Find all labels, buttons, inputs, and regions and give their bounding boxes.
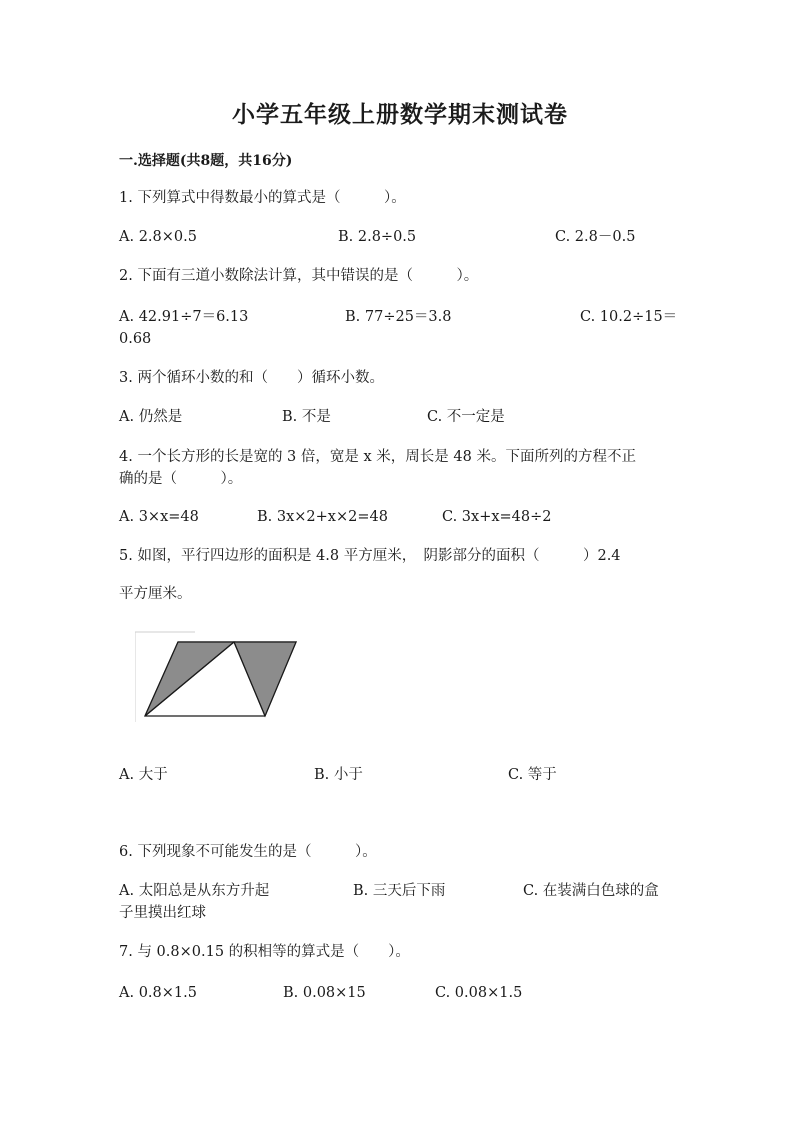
question-6-option-a[interactable]: A. 太阳总是从东方升起 bbox=[119, 883, 270, 899]
question-2-option-c-continued: 0.68 bbox=[119, 331, 152, 347]
parallelogram-figure bbox=[135, 630, 310, 725]
question-5-option-c[interactable]: C. 等于 bbox=[508, 767, 557, 783]
question-1-stem: 1. 下列算式中得数最小的算式是（ ）。 bbox=[119, 190, 406, 206]
question-5-option-b[interactable]: B. 小于 bbox=[314, 767, 363, 783]
question-2-option-c[interactable]: C. 10.2÷15＝ bbox=[580, 309, 678, 325]
question-4-stem-line1: 4. 一个长方形的长是宽的 3 倍，宽是 x 米，周长是 48 米。下面所列的方程不正 bbox=[119, 449, 636, 465]
question-6-option-c-continued: 子里摸出红球 bbox=[119, 905, 206, 921]
question-7-option-c[interactable]: C. 0.08×1.5 bbox=[435, 985, 523, 1001]
question-1-option-c[interactable]: C. 2.8－0.5 bbox=[555, 229, 636, 245]
question-5-stem-line2: 平方厘米。 bbox=[119, 586, 192, 602]
question-4-stem-line2: 确的是（ ）。 bbox=[119, 471, 243, 487]
question-7-option-b[interactable]: B. 0.08×15 bbox=[283, 985, 366, 1001]
question-5-stem-line1: 5. 如图，平行四边形的面积是 4.8 平方厘米， 阴影部分的面积（ ）2.4 bbox=[119, 548, 621, 564]
question-6-stem: 6. 下列现象不可能发生的是（ ）。 bbox=[119, 844, 377, 860]
page-title: 小学五年级上册数学期末测试卷 bbox=[232, 101, 568, 128]
question-3-option-c[interactable]: C. 不一定是 bbox=[427, 409, 505, 425]
question-4-option-b[interactable]: B. 3x×2+x×2=48 bbox=[257, 509, 388, 525]
question-7-option-a[interactable]: A. 0.8×1.5 bbox=[119, 985, 197, 1001]
question-3-option-b[interactable]: B. 不是 bbox=[282, 409, 331, 425]
section-heading: 一.选择题(共8题，共16分) bbox=[119, 153, 293, 169]
question-2-stem: 2. 下面有三道小数除法计算，其中错误的是（ ）。 bbox=[119, 268, 479, 284]
question-2-option-b[interactable]: B. 77÷25＝3.8 bbox=[345, 309, 452, 325]
question-3-stem: 3. 两个循环小数的和（ ）循环小数。 bbox=[119, 370, 384, 386]
question-1-option-a[interactable]: A. 2.8×0.5 bbox=[119, 229, 197, 245]
question-1-option-b[interactable]: B. 2.8÷0.5 bbox=[338, 229, 417, 245]
question-3-option-a[interactable]: A. 仍然是 bbox=[119, 409, 183, 425]
question-2-option-a[interactable]: A. 42.91÷7＝6.13 bbox=[119, 309, 249, 325]
question-6-option-b[interactable]: B. 三天后下雨 bbox=[353, 883, 446, 899]
question-5-option-a[interactable]: A. 大于 bbox=[119, 767, 168, 783]
question-4-option-a[interactable]: A. 3×x=48 bbox=[119, 509, 199, 525]
question-6-option-c[interactable]: C. 在装满白色球的盒 bbox=[523, 883, 659, 899]
question-4-option-c[interactable]: C. 3x+x=48÷2 bbox=[442, 509, 552, 525]
question-7-stem: 7. 与 0.8×0.15 的积相等的算式是（ ）。 bbox=[119, 944, 410, 960]
